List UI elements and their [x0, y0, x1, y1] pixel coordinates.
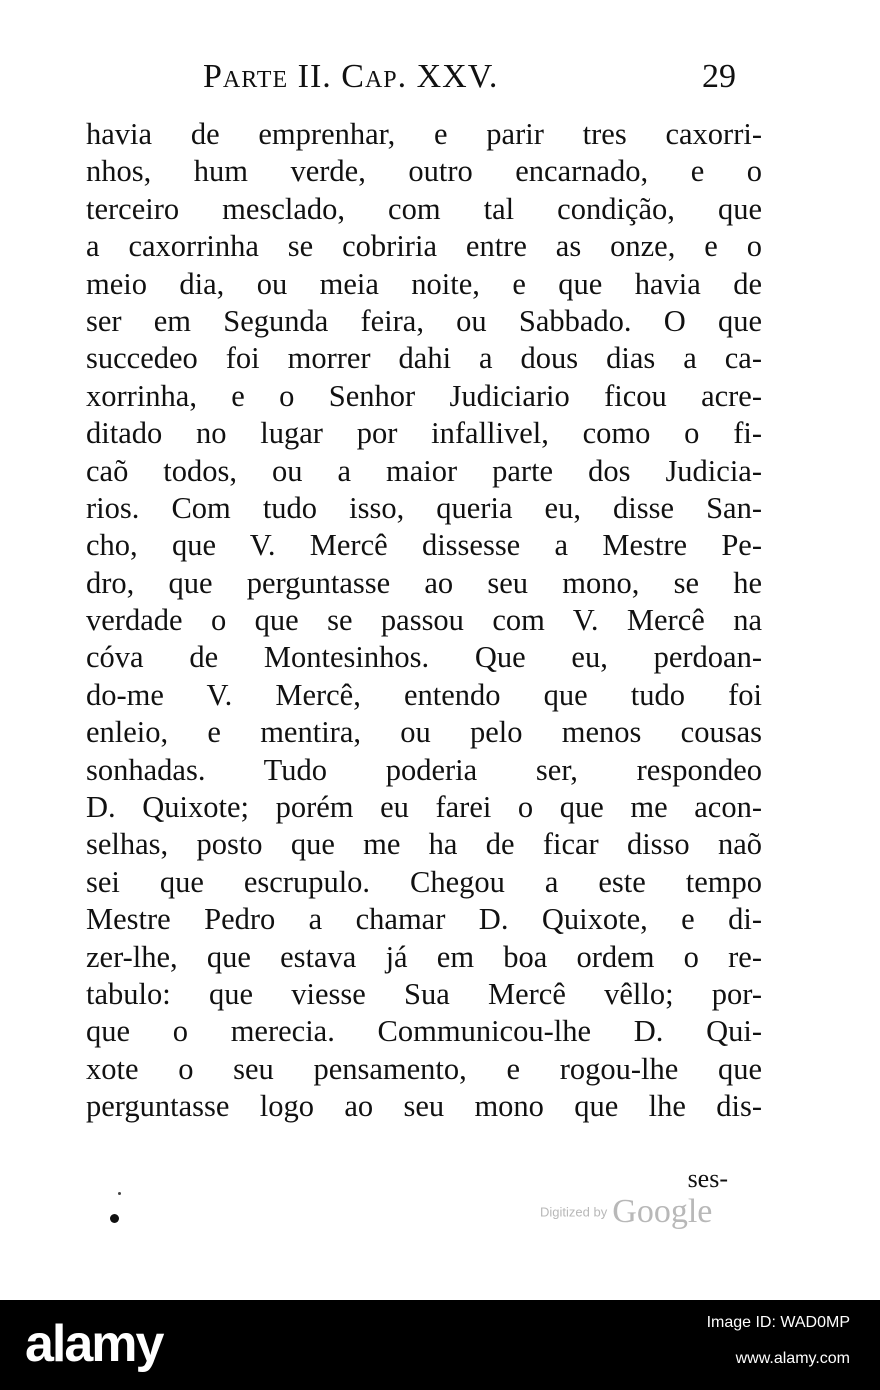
text-line: succedeo foi morrer dahi a dous dias a ca-: [86, 341, 762, 376]
text-line: dro, que perguntasse ao seu mono, se he: [86, 565, 762, 600]
text-line: que o merecia. Communicou-lhe D. Qui-: [86, 1014, 762, 1049]
digitized-by-text: Digitized by: [540, 1204, 608, 1220]
alamy-logo: alamy: [25, 1315, 163, 1373]
ink-speck: [118, 1192, 121, 1195]
text-line: xorrinha, e o Senhor Judiciario ficou acre-: [86, 378, 762, 413]
image-id: Image ID: WAD0MP: [706, 1314, 850, 1331]
running-head: Parte II. Cap. XXV.: [203, 58, 499, 95]
google-wordmark: Google: [612, 1193, 713, 1230]
body-text: [86, 116, 762, 1126]
text-line: Mestre Pedro a chamar D. Quixote, e di-: [86, 902, 762, 937]
text-line: havia de emprenhar, e parir tres caxorri-: [86, 117, 762, 151]
text-line: zer-lhe, que estava já em boa ordem o re-: [86, 939, 762, 974]
text-line: xote o seu pensamento, e rogou-lhe que: [86, 1051, 762, 1086]
text-line: sei que escrupulo. Chegou a este tempo: [86, 864, 762, 899]
text-line: do-me V. Mercê, entendo que tudo foi: [86, 677, 762, 712]
page-header: [88, 58, 748, 102]
ink-dot: [110, 1214, 119, 1223]
text-line: nhos, hum verde, outro encarnado, e o: [86, 154, 762, 189]
catchword: ses-: [687, 1164, 728, 1193]
stock-footer-bar: [0, 1300, 880, 1390]
text-line: a caxorrinha se cobriria entre as onze, e o: [86, 229, 762, 264]
text-line: D. Quixote; porém eu farei o que me acon-: [86, 790, 762, 825]
text-line: sonhadas. Tudo poderia ser, respondeo: [86, 752, 762, 787]
text-line: selhas, posto que me ha de ficar disso naõ: [86, 827, 762, 862]
text-line: terceiro mesclado, com tal condição, que: [86, 191, 762, 226]
text-line: tabulo: que viesse Sua Mercê vêllo; por-: [86, 976, 762, 1011]
text-line: enleio, e mentira, ou pelo menos cousas: [86, 715, 762, 750]
text-line: verdade o que se passou com V. Mercê na: [86, 603, 762, 638]
text-line: rios. Com tudo isso, queria eu, disse San-: [86, 490, 762, 525]
text-line: cóva de Montesinhos. Que eu, perdoan-: [86, 640, 762, 675]
text-line: meio dia, ou meia noite, e que havia de: [86, 266, 762, 301]
text-line: ditado no lugar por infallivel, como o fi-: [86, 416, 762, 451]
text-line: ser em Segunda feira, ou Sabbado. O que: [86, 303, 762, 338]
text-line: caõ todos, ou a maior parte dos Judicia-: [86, 453, 762, 488]
page-number: 29: [702, 58, 736, 95]
text-line: perguntasse logo ao seu mono que lhe dis-: [86, 1089, 762, 1124]
site-url: www.alamy.com: [735, 1350, 850, 1367]
text-line: cho, que V. Mercê dissesse a Mestre Pe-: [86, 528, 762, 563]
digitized-watermark: [540, 1193, 712, 1233]
